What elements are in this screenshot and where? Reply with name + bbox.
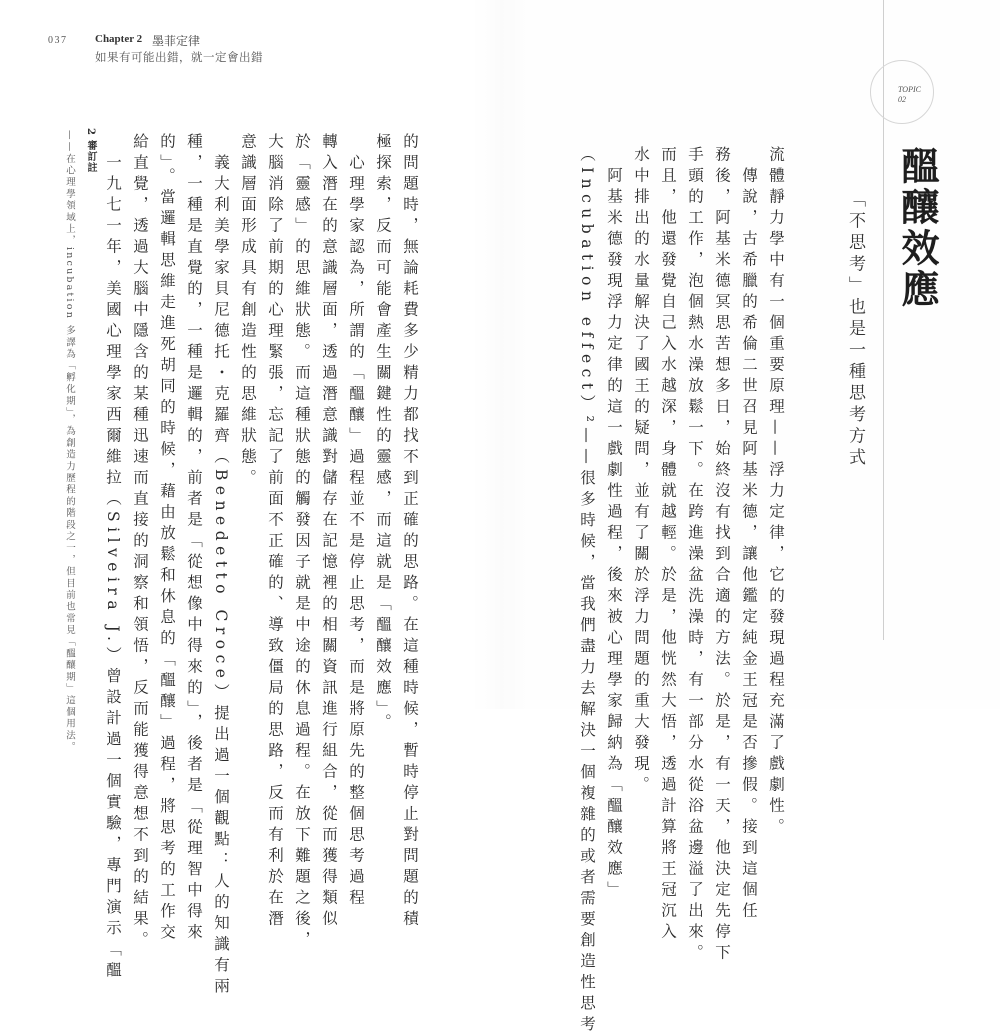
topic-label xyxy=(898,85,921,105)
body-column: 而且，他還發覺自己入水越深，身體就越輕。於是，他恍然大悟，透過計算將王冠沉入 xyxy=(659,146,677,944)
body-column: 的問題時，無論耗費多少精力都找不到正確的思路。在這種時候，暫時停止對問題的積 xyxy=(401,133,419,931)
body-column: 心理學家認為，所謂的「醞釀」過程並不是停止思考，而是將原先的整個思考過程 xyxy=(347,133,365,910)
chapter-title: 墨菲定律 xyxy=(152,34,201,48)
body-column: 於「靈感」的思維狀態。而這種狀態的觸發因子就是中途的休息過程。在放下難題之後， xyxy=(293,133,311,952)
chapter-label: Chapter 2 xyxy=(95,33,143,45)
body-column: 意識層面形成具有創造性的思維狀態。 xyxy=(239,133,257,490)
body-column: 阿基米德發現浮力定律的這一戲劇性過程，後來被心理學家歸納為「醞釀效應」 xyxy=(605,146,623,902)
body-column: 給直覺，透過大腦中隱含的某種迅速而直接的洞察和領悟，反而能獲得意想不到的結果。 xyxy=(131,133,149,952)
body-column: 一九七一年，美國心理學家西爾維拉（Silveira J.）曾設計過一個實驗，專門演示「醞 xyxy=(104,133,122,983)
body-column: 手頭的工作，泡個熱水澡放鬆一下。在跨進澡盆洗澡時，有一部分水從浴盆邊溢了出來。 xyxy=(686,146,704,965)
footnote-text: ——在心理學領域上，incubation 多譯為「孵化期」，為創造力歷程的階段之一，但目前也常見「醞釀期」這個用法。 xyxy=(64,130,75,754)
footnote-marker: 2 審訂註 xyxy=(85,128,96,174)
book-spine xyxy=(470,0,530,709)
body-column: 大腦消除了前期的心理緊張，忘記了前面不正確的、導致僵局的思路，反而有利於在潛 xyxy=(266,133,284,931)
body-column: 水中排出的水量解決了國王的疑問，並有了關於浮力問題的重大發現。 xyxy=(632,146,650,797)
body-column: 傳說，古希臘的希倫二世召見阿基米德，讓他鑑定純金王冠是否摻假。接到這個任 xyxy=(740,146,758,923)
body-column: 務後，阿基米德冥思苦想多日，始終沒有找到合適的方法。於是，有一天，他決定先停下 xyxy=(713,146,731,965)
body-column: 的」。當邏輯思維走進死胡同的時候，藉由放鬆和休息的「醞釀」過程，將思考的工作交 xyxy=(158,133,176,945)
chapter-subtitle: 如果有可能出錯，就一定會出錯 xyxy=(95,50,263,64)
body-column: （Incubation effect）²——很多時候，當我們盡力去解決一個複雜的或者需要創造性思考 xyxy=(578,146,596,1036)
topic-number: 02 xyxy=(898,95,906,104)
body-column: 轉入潛在的意識層面，透過潛意識對儲存在記憶裡的相關資訊進行組合，從而獲得類似 xyxy=(320,133,338,931)
section-title: 醞釀效應 xyxy=(895,146,940,310)
section-subtitle: 「不思考」也是一種思考方式 xyxy=(845,190,865,470)
body-column: 流體靜力學中有一個重要原理——浮力定律，它的發現過程充滿了戲劇性。 xyxy=(767,146,785,839)
body-column: 極探索，反而可能會產生關鍵性的靈感，而這就是「醞釀效應」。 xyxy=(374,133,392,735)
topic-word: TOPIC xyxy=(898,85,921,94)
page-number: 037 xyxy=(48,35,68,46)
body-column: 義大利美學家貝尼德托・克羅齊（Benedetto Croce）提出過一個觀點：人的知識有兩 xyxy=(212,133,230,999)
body-column: 種，一種是直覺的，一種是邏輯的，前者是「從想像中得來的」，後者是「從理智中得來 xyxy=(185,133,203,945)
